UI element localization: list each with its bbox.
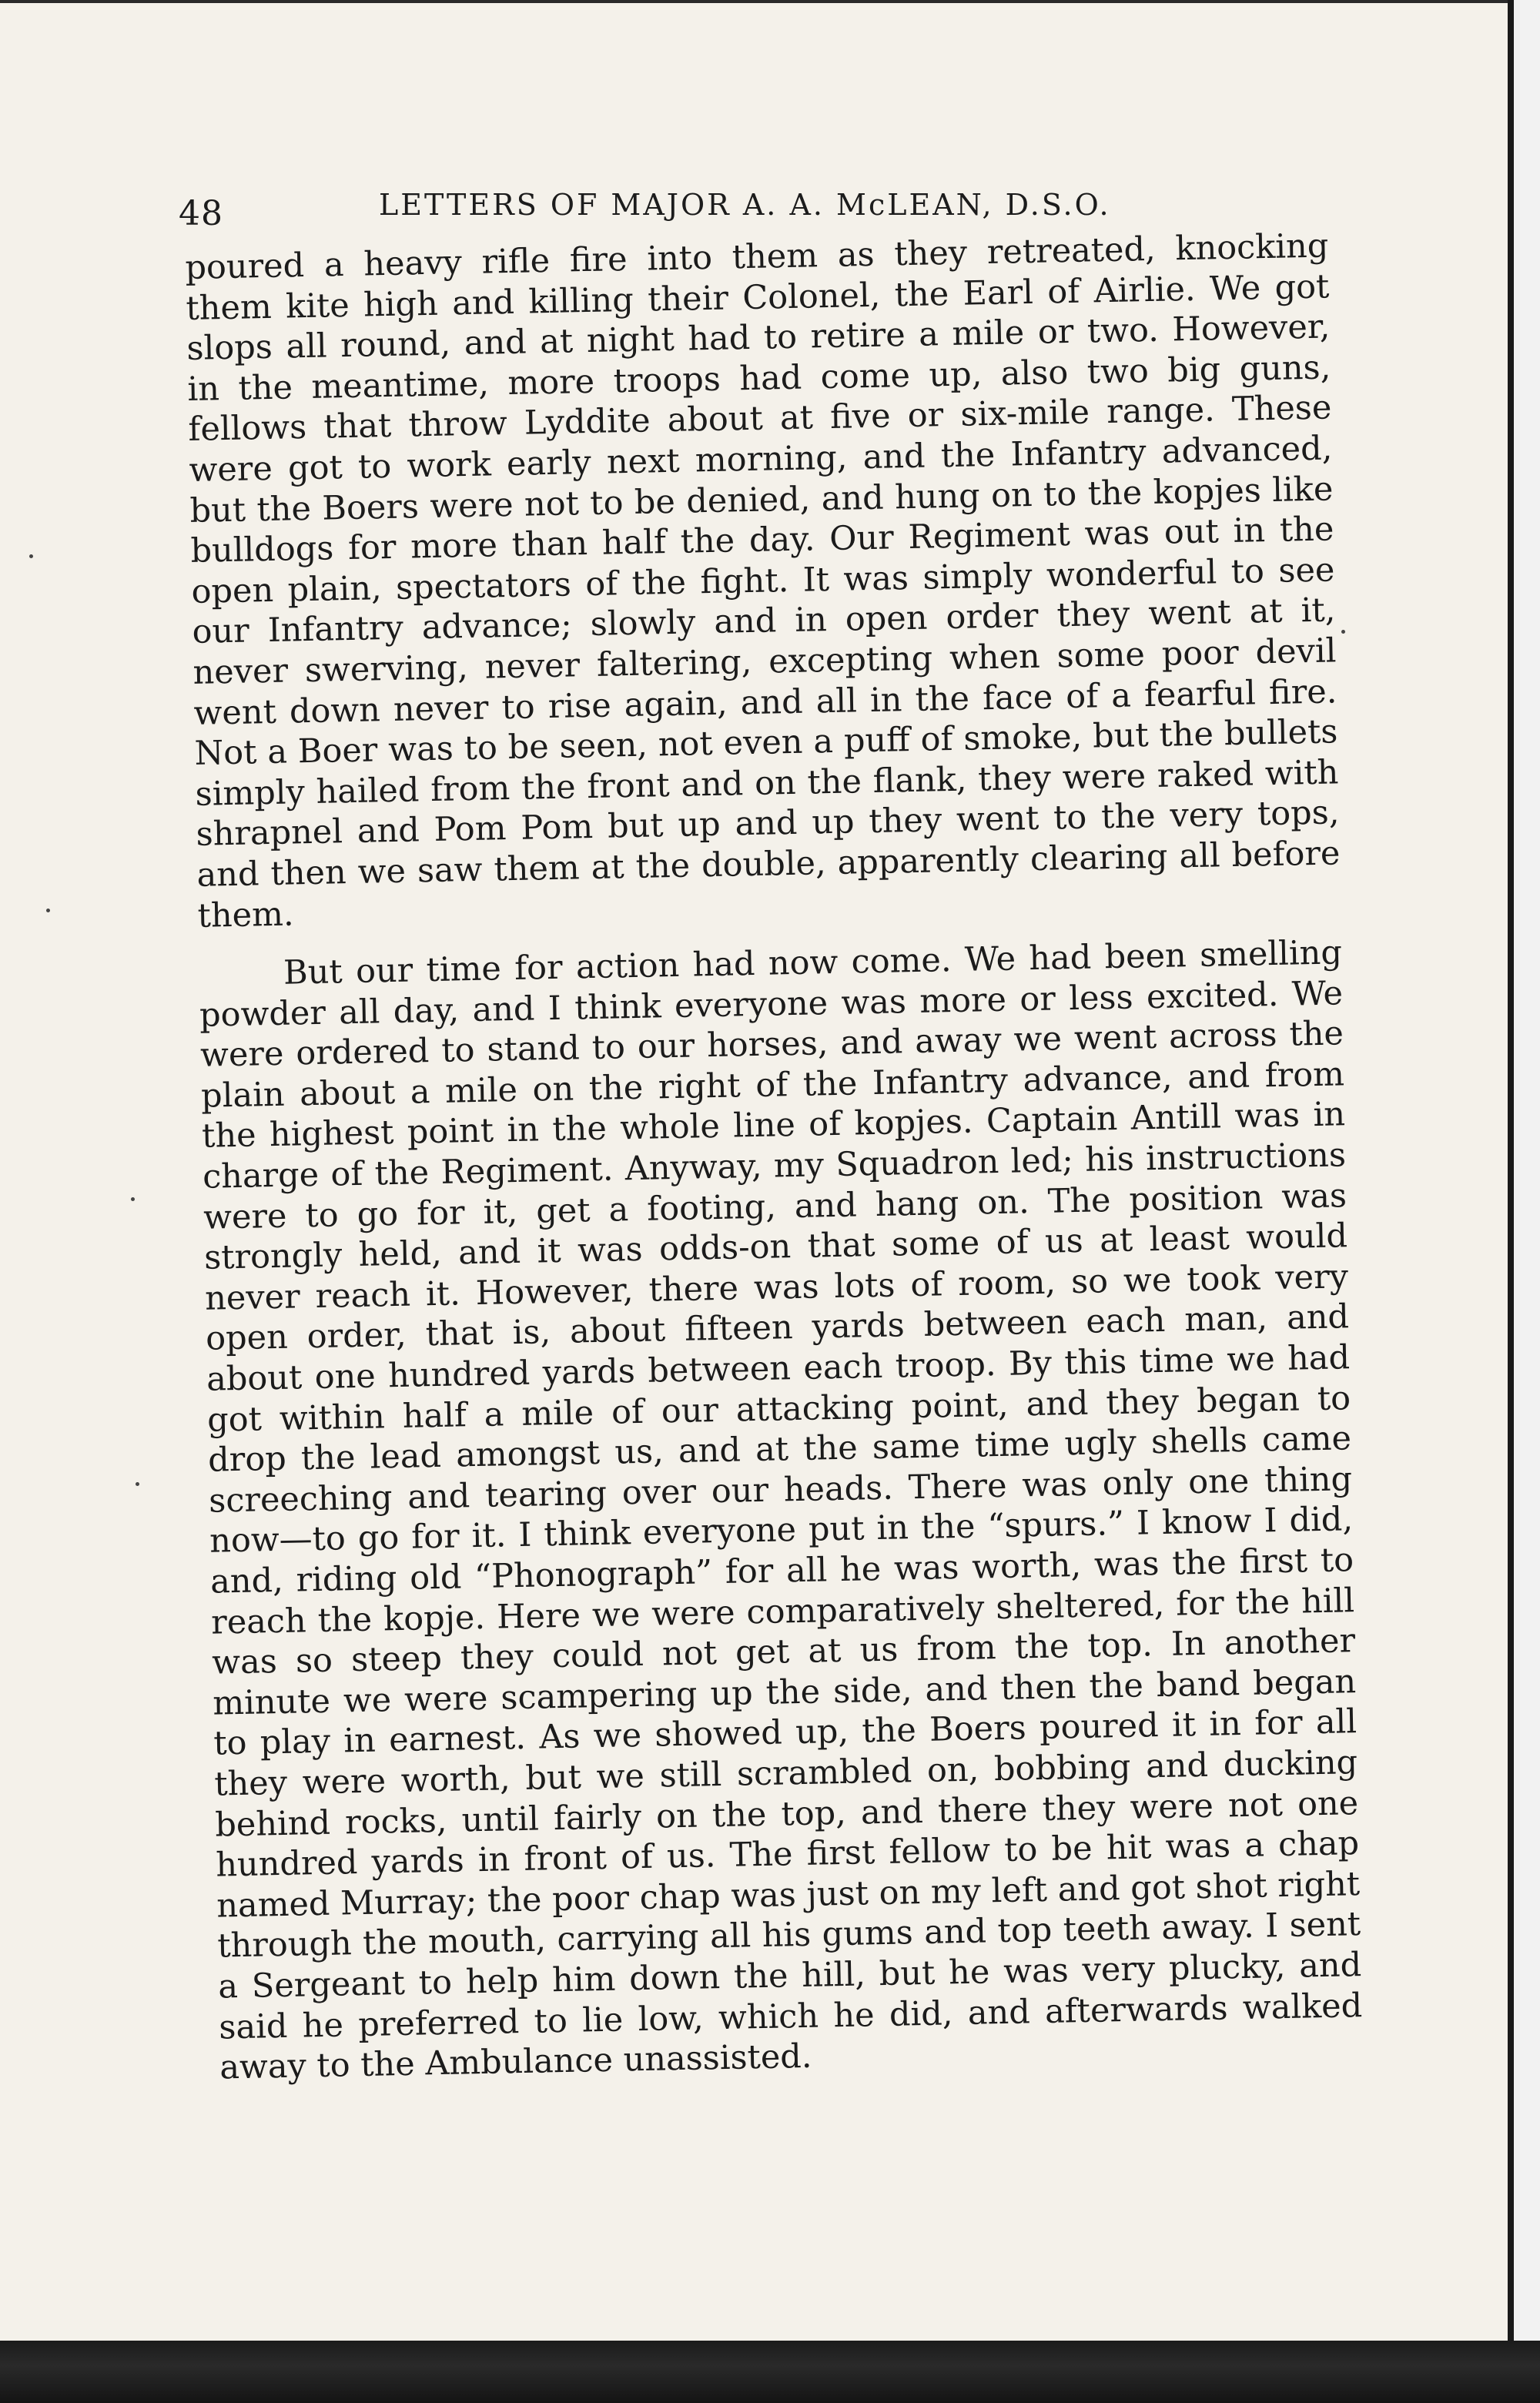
body-text <box>185 226 1364 2088</box>
page-number: 48 <box>179 194 223 233</box>
margin-speck <box>46 909 50 912</box>
paragraph-1: poured a heavy rifle fire into them as they retreated, knocking them kite high and killing their Colonel, the Earl of Airlie. We got slops all round, and at night had to retire a mile or two. However, in the meantime, more troops had come up, also two big guns, fellows that throw Lyddite about at five or six-mile range. These were got to work early next morning, and the Infantry advanced, but the Boers were not to be denied, and hung on to the kopjes like bulldogs for more than half the day. Our Regiment was out in the open plain, spectators of the fight. It was simply wonderful to see our Infantry advance; slowly and in open order they went at it, never swerving, never faltering, excepting when some poor devil went down never to rise again, and all in the face of a fearful fire. Not a Boer was to be seen, not even a puff of smoke, but the bullets simply hailed from the front and on the flank, they were raked with shrapnel and Pom Pom but up and up they went to the very tops, and then we saw them at the double, apparently clearing all before them. <box>185 226 1341 935</box>
margin-speck <box>131 1197 135 1201</box>
margin-speck <box>1341 630 1345 634</box>
adjacent-page-strip <box>1514 0 1540 2403</box>
margin-speck <box>29 554 33 558</box>
running-head <box>179 188 1334 234</box>
page-edge-shadow <box>1508 0 1514 2341</box>
paragraph-2: But our time for action had now come. We had been smelling powder all day, and I think everyone was more or less excited. We were ordered to stand to our horses, and away we went across the plain about a mile on the right of the Infantry advance, and from the highest point in the whole line of kopjes. Captain Antill was in charge of the Regiment. Anyway, my Squadron led; his instructions were to go for it, get a footing, and hang on. The position was strongly held, and it was odds-on that some of us at least would never reach it. However, there was lots of room, so we took very open order, that is, about fifteen yards between each man, and about one hundred yards between each troop. By this time we had got within half a mile of our attacking point, and they began to drop the lead amongst us, and at the same time ugly shells came screeching and tearing over our heads. There was only one thing now—to go for it. I think everyone put in the “spurs.” I know I did, and, riding old “Phonograph” for all he was worth, was the first to reach the kopje. Here we were comparatively sheltered, for the hill was so steep they could not get at us from the top. In another minute we were scampering up the side, and then the band began to play in earnest. As we showed up, the Boers poured it in for all they were worth, but we still scrambled on, bobbing and ducking behind rocks, until fairly on the top, and there they were not one hundred yards in front of us. The first fellow to be hit was a chap named Murray; the poor chap was just on my left and got shot right through the mouth, carrying all his gums and top teeth away. I sent a Sergeant to help him down the hill, but he was very plucky, and said he preferred to lie low, which he did, and afterwards walked away to the Ambulance unassisted. <box>199 933 1363 2087</box>
scan-bottom-border <box>0 2341 1540 2403</box>
running-title: LETTERS OF MAJOR A. A. McLEAN, D.S.O. <box>379 188 1111 222</box>
page-top-edge <box>0 0 1508 3</box>
margin-speck <box>136 1482 139 1486</box>
